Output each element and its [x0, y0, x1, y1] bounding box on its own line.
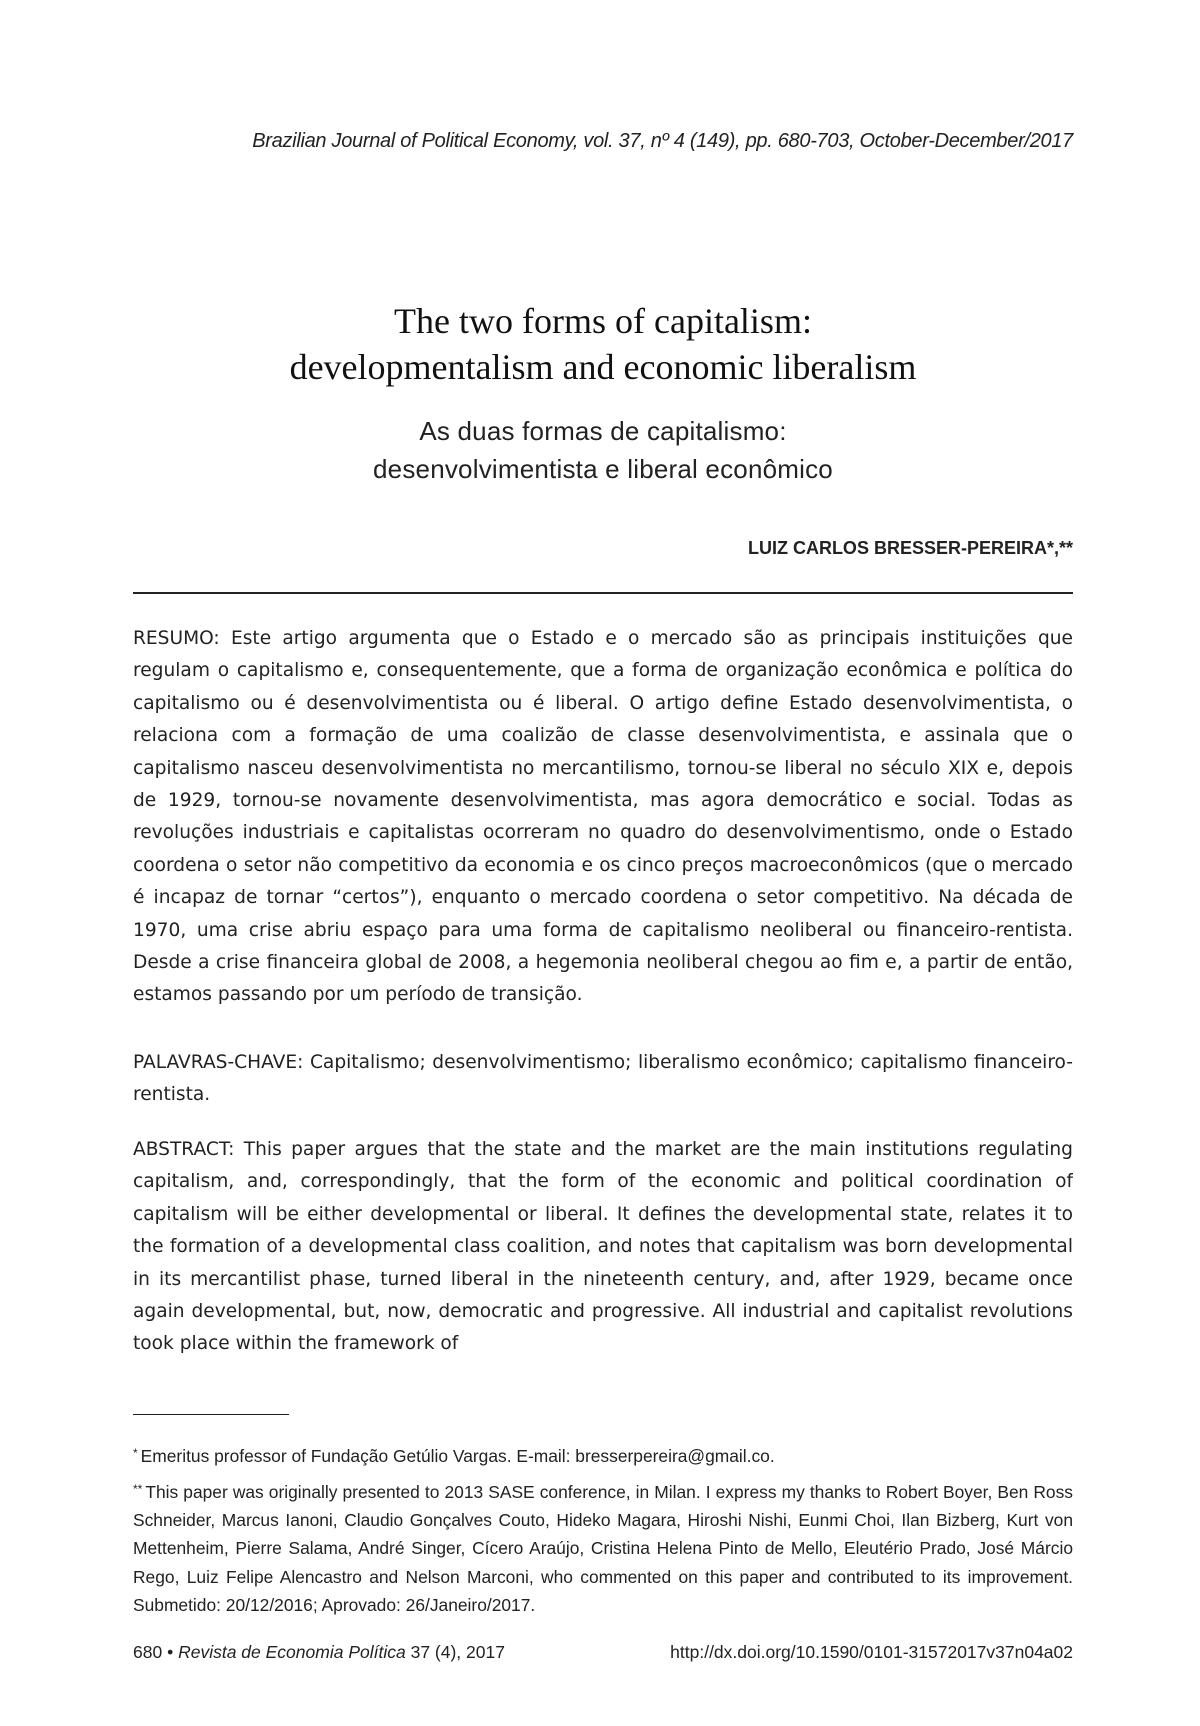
doi-link[interactable]: http://dx.doi.org/10.1590/0101-31572017v37n04a02: [670, 1642, 1073, 1662]
footnote-1-mark: *: [133, 1446, 138, 1460]
author-name: LUIZ CARLOS BRESSER-PEREIRA*,**: [747, 538, 1073, 558]
abstract-text: This paper argues that the state and the market are the main institutions regulating capitalism, and, correspondingly, that the form of the economic and political coordination of capitalism will be either developmental or liberal. It defines the developmental state, relates it to the formation of a developmental class coalition, and notes that capitalism was born developmental in its mercantilist phase, turned liberal in the nineteenth century, and, after 1929, became once again developmental, but, now, democratic and progressive. All industrial and capitalist revolutions took place within the framework of: [133, 1139, 1073, 1355]
footnote-1: [133, 1439, 1073, 1470]
footer-issue: 37 (4), 2017: [410, 1642, 505, 1662]
article-title: [133, 298, 1073, 390]
keywords-paragraph: [133, 1047, 1073, 1112]
footnote-1-text: Emeritus professor of Fundação Getúlio Vargas. E-mail: bresserpereira@gmail.co.: [140, 1446, 775, 1466]
resumo-text: Este artigo argumenta que o Estado e o mercado são as principais instituições que regulam o capitalismo e, consequentemente, que a forma de organização econômica e política do capitalismo ou é desenvolvimentista ou é liberal. O artigo define Estado desenvolvimentista, o relaciona com a formação de uma coalizão de classe desenvolvimentista, e assinala que o capitalismo nasceu desenvolvimentista no mercantilismo, tornou-se liberal no século XIX e, depois de 1929, tornou-se novamente desenvolvimentista, mas agora democrático e social. Todas as revoluções industriais e capitalistas ocorreram no quadro do desenvolvimentismo, onde o Estado coordena o setor não competitivo da economia e os cinco preços macroeconômicos (que o mercado é incapaz de tornar “certos”), enquanto o mercado coordena o setor competitivo. Na década de 1970, uma crise abriu espaço para uma forma de capitalismo neoliberal ou financeiro-rentista. Desde a crise financeira global de 2008, a hegemonia neoliberal chegou ao fim e, a partir de então, estamos passando por um período de transição.: [133, 628, 1073, 1006]
page-footer-citation: [133, 1642, 505, 1663]
title-line-2: developmentalism and economic liberalism: [289, 347, 917, 387]
title-line-1: The two forms of capitalism:: [394, 301, 812, 341]
page-number: 680: [133, 1642, 163, 1662]
keywords-label: PALAVRAS-CHAVE:: [133, 1052, 304, 1073]
resumo-label: RESUMO:: [133, 628, 220, 649]
header-divider: [133, 592, 1073, 594]
running-head: Brazilian Journal of Political Economy, vol. 37, nº 4 (149), pp. 680-703, October-December/2017: [252, 130, 1073, 152]
subtitle-line-1: As duas formas de capitalismo:: [419, 416, 787, 446]
footer-journal: Revista de Economia Política: [178, 1642, 406, 1662]
subtitle-line-2: desenvolvimentista e liberal econômico: [373, 454, 833, 484]
keywords-text: Capitalismo; desenvolvimentismo; liberalismo econômico; capitalismo financeiro-rentista.: [133, 1052, 1073, 1106]
article-subtitle: [133, 412, 1073, 488]
abstract-paragraph: [133, 1134, 1073, 1360]
footnote-2-text: This paper was originally presented to 2013 SASE conference, in Milan. I express my thanks to Robert Boyer, Ben Ross Schneider, Marcus Ianoni, Claudio Gonçalves Couto, Hideko Magara, Hiroshi Nishi, Eunmi Choi, Ilan Bizberg, Kurt von Mettenheim, Pierre Salama, André Singer, Cícero Araújo, Cristina Helena Pinto de Mello, Eleutério Prado, José Márcio Rego, Luiz Felipe Alencastro and Nelson Marconi, who commented on this paper and contributed to its improvement. Submetido: 20/12/2016; Aprovado: 26/Janeiro/2017.: [133, 1482, 1073, 1615]
resumo-paragraph: [133, 623, 1073, 1012]
footnote-2: [133, 1475, 1073, 1619]
footnote-divider: [133, 1414, 289, 1415]
abstract-label: ABSTRACT:: [133, 1139, 235, 1160]
footnote-2-mark: **: [133, 1482, 143, 1496]
footer-separator: •: [167, 1642, 174, 1662]
